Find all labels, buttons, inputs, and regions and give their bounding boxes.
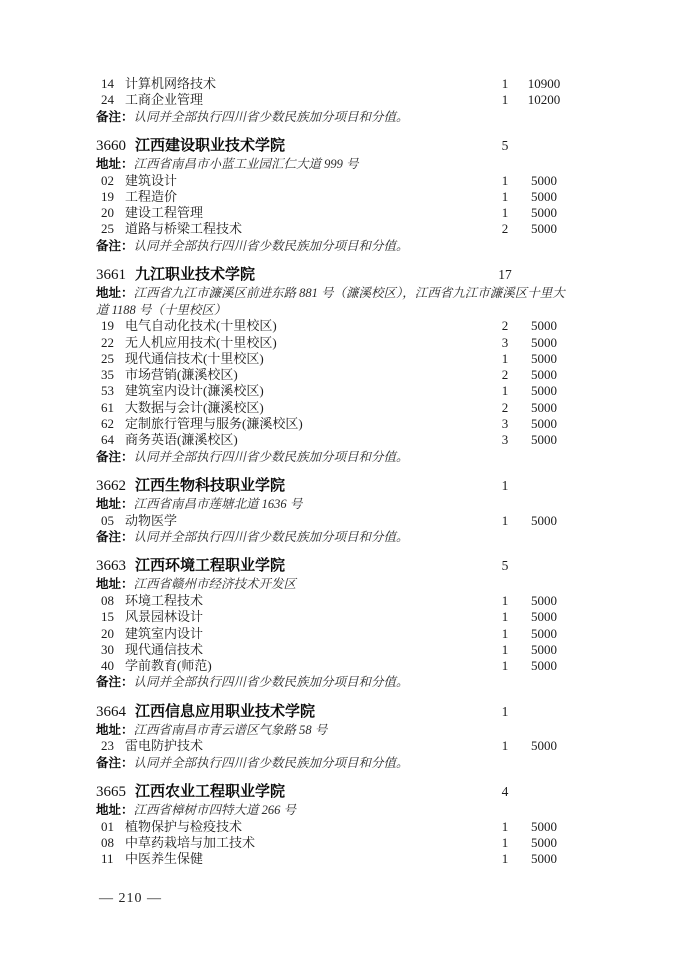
institution-name: 江西信息应用职业技术学院 <box>135 702 316 720</box>
major-tuition-fee: 5000 <box>531 205 557 221</box>
remark-text: 认同并全部执行四川省少数民族加分项目和分值。 <box>133 675 409 690</box>
remark-text: 认同并全部执行四川省少数民族加分项目和分值。 <box>133 238 409 253</box>
remark-row <box>96 674 566 691</box>
major-tuition-fee: 5000 <box>531 818 557 834</box>
major-list <box>96 173 566 238</box>
major-plan-count: 1 <box>501 383 509 399</box>
major-name: 中草药栽培与加工技术 <box>125 835 256 851</box>
major-plan-count: 1 <box>501 592 509 608</box>
major-row <box>96 416 566 432</box>
major-plan-count: 1 <box>501 350 509 366</box>
major-row <box>96 400 566 416</box>
major-code: 64 <box>101 432 114 448</box>
institution-name: 江西农业工程职业学院 <box>135 783 286 801</box>
major-name: 植物保护与检疫技术 <box>125 818 243 834</box>
institution-plan-count: 17 <box>498 267 512 283</box>
major-code: 40 <box>101 658 114 674</box>
major-row <box>96 189 566 205</box>
remark-row <box>96 529 566 546</box>
major-name: 工商企业管理 <box>125 92 204 108</box>
major-name: 建筑室内设计(濂溪校区) <box>125 383 264 399</box>
address-row <box>96 496 566 513</box>
institution-header-row <box>96 265 566 285</box>
major-row <box>96 738 566 754</box>
address-row <box>96 802 566 819</box>
major-code: 61 <box>101 399 114 415</box>
major-name: 学前教育(师范) <box>125 658 212 674</box>
remark-label: 备注： <box>96 449 134 464</box>
major-row <box>96 626 566 642</box>
major-plan-count: 1 <box>501 641 509 657</box>
institution-name: 江西生物科技职业学院 <box>135 477 286 495</box>
major-name: 建设工程管理 <box>125 205 204 221</box>
major-row <box>96 609 566 625</box>
address-row <box>96 156 566 173</box>
remark-text: 认同并全部执行四川省少数民族加分项目和分值。 <box>133 449 409 464</box>
major-plan-count: 1 <box>501 76 509 91</box>
major-row <box>96 819 566 835</box>
major-list <box>96 819 566 868</box>
major-tuition-fee: 5000 <box>531 172 557 188</box>
major-plan-count: 3 <box>501 334 509 350</box>
address-row <box>96 285 566 318</box>
major-tuition-fee: 5000 <box>531 512 557 528</box>
page-number: — 210 — <box>99 891 162 906</box>
major-code: 15 <box>101 609 114 625</box>
major-row <box>96 658 566 674</box>
address-row <box>96 722 566 739</box>
major-plan-count: 2 <box>501 399 509 415</box>
major-row <box>96 351 566 367</box>
institution-section <box>96 702 566 771</box>
major-list <box>96 76 566 109</box>
address-label: 地址： <box>96 722 134 737</box>
major-row <box>96 318 566 334</box>
major-row <box>96 432 566 448</box>
address-label: 地址： <box>96 286 134 301</box>
major-code: 01 <box>101 818 114 834</box>
major-name: 现代通信技术(十里校区) <box>125 350 264 366</box>
institution-header-row <box>96 782 566 802</box>
remark-label: 备注： <box>96 529 134 544</box>
major-row <box>96 173 566 189</box>
major-name: 工程造价 <box>125 188 178 204</box>
major-name: 中医养生保健 <box>125 851 204 867</box>
major-row <box>96 851 566 867</box>
address-label: 地址： <box>96 157 134 172</box>
major-code: 08 <box>101 592 114 608</box>
major-name: 大数据与会计(濂溪校区) <box>125 399 264 415</box>
institution-name: 江西环境工程职业学院 <box>135 557 286 575</box>
institution-code: 3661 <box>96 267 126 284</box>
major-code: 62 <box>101 416 114 432</box>
address-label: 地址： <box>96 497 134 512</box>
institution-plan-count: 1 <box>501 703 509 719</box>
major-plan-count: 1 <box>501 172 509 188</box>
major-list <box>96 593 566 674</box>
major-row <box>96 76 566 92</box>
address-row <box>96 576 566 593</box>
major-tuition-fee: 5000 <box>531 835 557 851</box>
major-row <box>96 367 566 383</box>
major-tuition-fee: 5000 <box>531 416 557 432</box>
major-tuition-fee: 5000 <box>531 851 557 867</box>
institution-section <box>96 782 566 867</box>
major-name: 市场营销(濂溪校区) <box>125 367 238 383</box>
major-code: 25 <box>101 221 114 237</box>
major-plan-count: 1 <box>501 658 509 674</box>
address-text: 江西省南昌市莲塘北道 1636 号 <box>133 497 303 512</box>
major-tuition-fee: 5000 <box>531 188 557 204</box>
institution-code: 3665 <box>96 784 126 801</box>
major-row <box>96 383 566 399</box>
major-tuition-fee: 5000 <box>531 625 557 641</box>
major-tuition-fee: 5000 <box>531 641 557 657</box>
continued-institution-block <box>96 76 566 125</box>
institution-header-row <box>96 702 566 722</box>
major-code: 02 <box>101 172 114 188</box>
major-code: 30 <box>101 641 114 657</box>
major-tuition-fee: 5000 <box>531 383 557 399</box>
address-text: 江西省南昌市青云谱区气象路 58 号 <box>133 722 328 737</box>
major-name: 计算机网络技术 <box>125 76 217 91</box>
address-text: 江西省南昌市小蓝工业园汇仁大道 999 号 <box>133 157 359 172</box>
major-list <box>96 318 566 448</box>
major-plan-count: 1 <box>501 835 509 851</box>
major-code: 20 <box>101 205 114 221</box>
major-name: 电气自动化技术(十里校区) <box>125 318 277 334</box>
major-code: 35 <box>101 367 114 383</box>
major-row <box>96 335 566 351</box>
institution-list <box>96 136 566 868</box>
major-tuition-fee: 5000 <box>531 658 557 674</box>
major-code: 19 <box>101 188 114 204</box>
major-plan-count: 1 <box>501 512 509 528</box>
institution-section <box>96 136 566 254</box>
page-content <box>96 76 566 868</box>
major-tuition-fee: 10200 <box>527 92 561 108</box>
institution-code: 3663 <box>96 558 126 575</box>
institution-code: 3662 <box>96 478 126 495</box>
remark-label: 备注： <box>96 755 134 770</box>
major-row <box>96 642 566 658</box>
major-list <box>96 738 566 754</box>
major-plan-count: 2 <box>501 367 509 383</box>
institution-plan-count: 1 <box>501 478 509 494</box>
major-tuition-fee: 5000 <box>531 318 557 334</box>
major-row <box>96 221 566 237</box>
major-tuition-fee: 5000 <box>531 221 557 237</box>
major-plan-count: 3 <box>501 432 509 448</box>
institution-code: 3664 <box>96 703 126 720</box>
major-code: 53 <box>101 383 114 399</box>
major-row <box>96 835 566 851</box>
major-code: 19 <box>101 318 114 334</box>
major-row <box>96 205 566 221</box>
major-code: 20 <box>101 625 114 641</box>
institution-plan-count: 5 <box>501 138 509 154</box>
major-name: 无人机应用技术(十里校区) <box>125 334 277 350</box>
institution-plan-count: 4 <box>501 784 509 800</box>
major-code: 14 <box>101 76 114 91</box>
major-code: 05 <box>101 512 114 528</box>
major-tuition-fee: 5000 <box>531 334 557 350</box>
major-tuition-fee: 5000 <box>531 367 557 383</box>
major-plan-count: 1 <box>501 205 509 221</box>
address-text: 江西省九江市濂溪区前进东路 881 号（濂溪校区），江西省九江市濂溪区十里大道 1188 号（十里校区） <box>96 286 565 317</box>
remark-row <box>96 238 566 255</box>
major-code: 24 <box>101 92 114 108</box>
remark-label: 备注： <box>96 675 134 690</box>
address-text: 江西省赣州市经济技术开发区 <box>133 577 297 592</box>
major-plan-count: 1 <box>501 738 509 754</box>
major-name: 现代通信技术 <box>125 641 204 657</box>
major-plan-count: 2 <box>501 318 509 334</box>
major-name: 环境工程技术 <box>125 592 204 608</box>
major-row <box>96 513 566 529</box>
major-plan-count: 1 <box>501 625 509 641</box>
major-tuition-fee: 10900 <box>527 76 561 91</box>
major-plan-count: 1 <box>501 851 509 867</box>
major-plan-count: 3 <box>501 416 509 432</box>
major-row <box>96 593 566 609</box>
institution-section <box>96 556 566 690</box>
institution-section <box>96 476 566 545</box>
major-tuition-fee: 5000 <box>531 609 557 625</box>
institution-header-row <box>96 556 566 576</box>
major-name: 商务英语(濂溪校区) <box>125 432 238 448</box>
major-name: 定制旅行管理与服务(濂溪校区) <box>125 416 303 432</box>
remark-label: 备注： <box>96 238 134 253</box>
major-name: 雷电防护技术 <box>125 738 204 754</box>
remark-text: 认同并全部执行四川省少数民族加分项目和分值。 <box>133 109 409 124</box>
major-plan-count: 2 <box>501 221 509 237</box>
institution-name: 江西建设职业技术学院 <box>135 137 286 155</box>
major-code: 23 <box>101 738 114 754</box>
remark-row <box>96 755 566 772</box>
major-tuition-fee: 5000 <box>531 432 557 448</box>
institution-header-row <box>96 476 566 496</box>
remark-row <box>96 449 566 466</box>
remark-row <box>96 109 566 126</box>
address-text: 江西省樟树市四特大道 266 号 <box>133 803 297 818</box>
remark-text: 认同并全部执行四川省少数民族加分项目和分值。 <box>133 755 409 770</box>
major-tuition-fee: 5000 <box>531 738 557 754</box>
address-label: 地址： <box>96 803 134 818</box>
address-label: 地址： <box>96 577 134 592</box>
major-name: 道路与桥梁工程技术 <box>125 221 243 237</box>
major-tuition-fee: 5000 <box>531 350 557 366</box>
institution-code: 3660 <box>96 138 126 155</box>
major-plan-count: 1 <box>501 609 509 625</box>
institution-header-row <box>96 136 566 156</box>
remark-text: 认同并全部执行四川省少数民族加分项目和分值。 <box>133 529 409 544</box>
major-tuition-fee: 5000 <box>531 399 557 415</box>
institution-plan-count: 5 <box>501 558 509 574</box>
major-code: 11 <box>101 851 114 867</box>
major-name: 建筑设计 <box>125 172 178 188</box>
major-tuition-fee: 5000 <box>531 592 557 608</box>
major-list <box>96 513 566 529</box>
major-plan-count: 1 <box>501 188 509 204</box>
remark-label: 备注： <box>96 109 134 124</box>
major-plan-count: 1 <box>501 92 509 108</box>
institution-name: 九江职业技术学院 <box>135 266 256 284</box>
major-row <box>96 92 566 108</box>
major-name: 建筑室内设计 <box>125 625 204 641</box>
institution-section <box>96 265 566 465</box>
major-code: 22 <box>101 334 114 350</box>
major-code: 25 <box>101 350 114 366</box>
major-name: 风景园林设计 <box>125 609 204 625</box>
major-code: 08 <box>101 835 114 851</box>
major-name: 动物医学 <box>125 512 178 528</box>
major-plan-count: 1 <box>501 818 509 834</box>
